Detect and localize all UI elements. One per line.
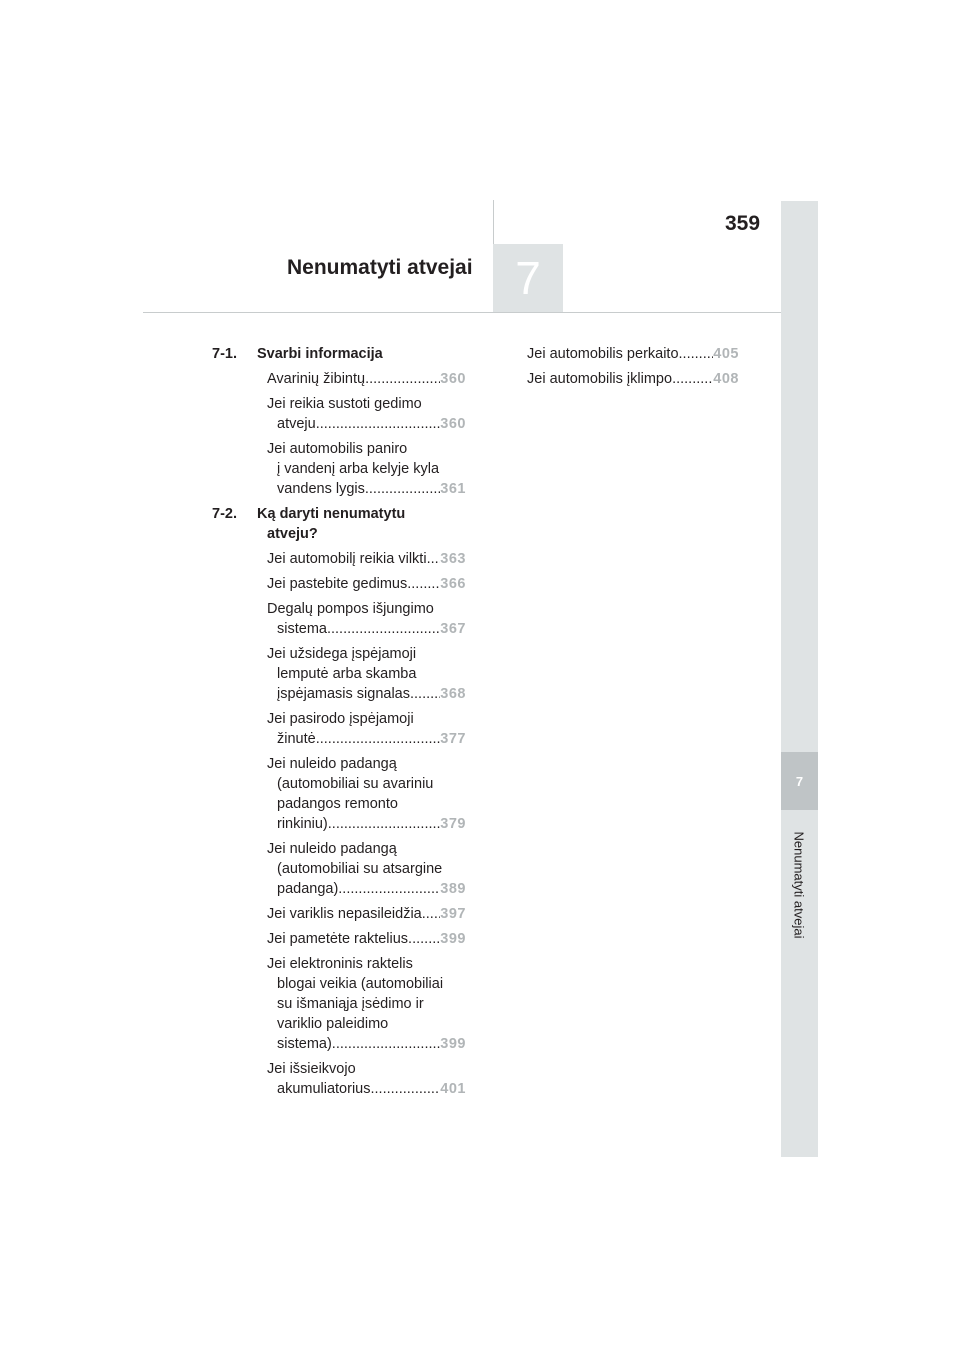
toc-entry-text: sistema bbox=[277, 621, 327, 637]
section-title-line: atveju? bbox=[267, 526, 318, 542]
toc-entry[interactable] bbox=[212, 709, 466, 749]
dot-leader bbox=[672, 369, 713, 389]
toc-entry[interactable] bbox=[212, 929, 466, 949]
toc-entry-text: Jei automobilis perkaito bbox=[527, 346, 679, 362]
toc-entry[interactable] bbox=[212, 839, 466, 899]
page-reference-link[interactable]: 361 bbox=[440, 481, 466, 497]
dot-leader bbox=[328, 814, 441, 834]
toc-entry-text: Jei išsieikvojo bbox=[267, 1061, 356, 1077]
page-reference-link[interactable]: 405 bbox=[713, 346, 739, 362]
toc-entry-text: padangos remonto bbox=[277, 796, 398, 812]
toc-entry-text: atveju bbox=[277, 416, 316, 432]
toc-entry[interactable] bbox=[212, 549, 466, 569]
toc-entry-text: Degalų pompos išjungimo bbox=[267, 601, 434, 617]
toc-entry-text: blogai veikia (automobiliai bbox=[277, 976, 444, 992]
page-reference-link[interactable]: 408 bbox=[713, 371, 739, 387]
page-reference-link[interactable]: 360 bbox=[440, 416, 466, 432]
toc-entry-text: Jei elektroninis raktelis bbox=[267, 956, 413, 972]
toc-entry[interactable] bbox=[212, 904, 466, 924]
section-title bbox=[257, 504, 466, 544]
side-tab-label: Nenumatyti atvejai bbox=[791, 831, 807, 939]
toc-entry[interactable] bbox=[212, 574, 466, 594]
toc-entry[interactable] bbox=[212, 954, 466, 1054]
toc-entry-text: Avarinių žibintų bbox=[267, 371, 366, 387]
toc-entry-text: Jei nuleido padangą bbox=[267, 841, 397, 857]
page-reference-link[interactable]: 399 bbox=[440, 931, 466, 947]
dot-leader bbox=[316, 414, 441, 434]
toc-entry[interactable] bbox=[212, 439, 466, 499]
toc-entry-text: Jei užsidega įspėjamoji bbox=[267, 646, 417, 662]
toc-entry[interactable] bbox=[212, 394, 466, 434]
dot-leader bbox=[427, 549, 441, 569]
toc-left-column bbox=[212, 344, 466, 1104]
toc-entry-text: Jei automobilis paniro bbox=[267, 441, 408, 457]
chapter-number: 7 bbox=[515, 252, 541, 304]
page-reference-link[interactable]: 397 bbox=[440, 906, 466, 922]
toc-entry-text: (automobiliai su avariniu bbox=[277, 776, 434, 792]
section-title-line: Ką daryti nenumatytu bbox=[257, 506, 406, 522]
toc-entry-text: vandens lygis. bbox=[277, 481, 369, 497]
toc-entry-text: Jei reikia sustoti gedimo bbox=[267, 396, 422, 412]
toc-entry[interactable] bbox=[212, 644, 466, 704]
dot-leader bbox=[332, 1034, 441, 1054]
section-number: 7-1. bbox=[212, 346, 237, 362]
page-reference-link[interactable]: 401 bbox=[440, 1081, 466, 1097]
page-reference-link[interactable]: 366 bbox=[440, 576, 466, 592]
page-reference-link[interactable]: 399 bbox=[440, 1036, 466, 1052]
toc-entry-text: variklio paleidimo bbox=[277, 1016, 389, 1032]
dot-leader bbox=[422, 904, 441, 924]
side-tab bbox=[781, 201, 818, 1157]
dot-leader bbox=[327, 619, 440, 639]
divider-horizontal bbox=[143, 312, 783, 313]
chapter-title: Nenumatyti atvejai bbox=[287, 256, 473, 279]
toc-entry[interactable] bbox=[527, 344, 739, 364]
page-reference-link[interactable]: 377 bbox=[440, 731, 466, 747]
toc-section bbox=[212, 344, 466, 364]
toc-entry-text: Jei pastebite gedimus bbox=[267, 576, 408, 592]
page-reference-link[interactable]: 389 bbox=[440, 881, 466, 897]
toc-entry-text: rinkiniu) bbox=[277, 816, 328, 832]
toc-right-column bbox=[527, 344, 739, 394]
dot-leader bbox=[365, 369, 440, 389]
toc-entry-text: padanga) bbox=[277, 881, 339, 897]
dot-leader bbox=[408, 929, 440, 949]
page-reference-link[interactable]: 360 bbox=[440, 371, 466, 387]
toc-entry[interactable] bbox=[212, 599, 466, 639]
chapter-number-box bbox=[493, 244, 563, 312]
page-reference-link[interactable]: 367 bbox=[440, 621, 466, 637]
divider-vertical bbox=[493, 200, 494, 244]
section-title: Svarbi informacija bbox=[257, 346, 383, 362]
toc-entry-text: akumuliatorius bbox=[277, 1081, 371, 1097]
toc-section bbox=[212, 504, 466, 544]
side-tab-number: 7 bbox=[781, 752, 818, 810]
toc-entry-text: į vandenį arba kelyje kyla bbox=[277, 461, 440, 477]
toc-entry-text: įspėjamasis signalas bbox=[277, 686, 410, 702]
dot-leader bbox=[369, 479, 440, 499]
toc-entry-text: sistema) bbox=[277, 1036, 332, 1052]
dot-leader bbox=[410, 684, 440, 704]
section-number: 7-2. bbox=[212, 506, 237, 522]
toc-entry-text: Jei pametėte raktelius bbox=[267, 931, 409, 947]
toc-entry-text: Jei variklis nepasileidžia bbox=[267, 906, 422, 922]
dot-leader bbox=[407, 574, 440, 594]
dot-leader bbox=[338, 879, 440, 899]
page-number: 359 bbox=[725, 212, 761, 235]
toc-entry-text: (automobiliai su atsargine bbox=[277, 861, 443, 877]
page-reference-link[interactable]: 363 bbox=[440, 551, 466, 567]
toc-entry-text: žinutė bbox=[277, 731, 316, 747]
toc-entry-text: su išmaniąja įsėdimo ir bbox=[277, 996, 424, 1012]
toc-entry-text: Jei pasirodo įspėjamoji bbox=[267, 711, 414, 727]
toc-entry[interactable] bbox=[212, 369, 466, 389]
toc-entry-text: Jei nuleido padangą bbox=[267, 756, 397, 772]
toc-entry-text: lemputė arba skamba bbox=[277, 666, 417, 682]
dot-leader bbox=[316, 729, 441, 749]
toc-entry[interactable] bbox=[212, 1059, 466, 1099]
toc-entry-text: Jei automobilis įklimpo bbox=[527, 371, 673, 387]
page-reference-link[interactable]: 368 bbox=[440, 686, 466, 702]
toc-entry[interactable] bbox=[527, 369, 739, 389]
page-reference-link[interactable]: 379 bbox=[440, 816, 466, 832]
dot-leader bbox=[371, 1079, 441, 1099]
toc-entry-text: Jei automobilį reikia vilkti bbox=[267, 551, 427, 567]
toc-entry[interactable] bbox=[212, 754, 466, 834]
dot-leader bbox=[679, 344, 714, 364]
